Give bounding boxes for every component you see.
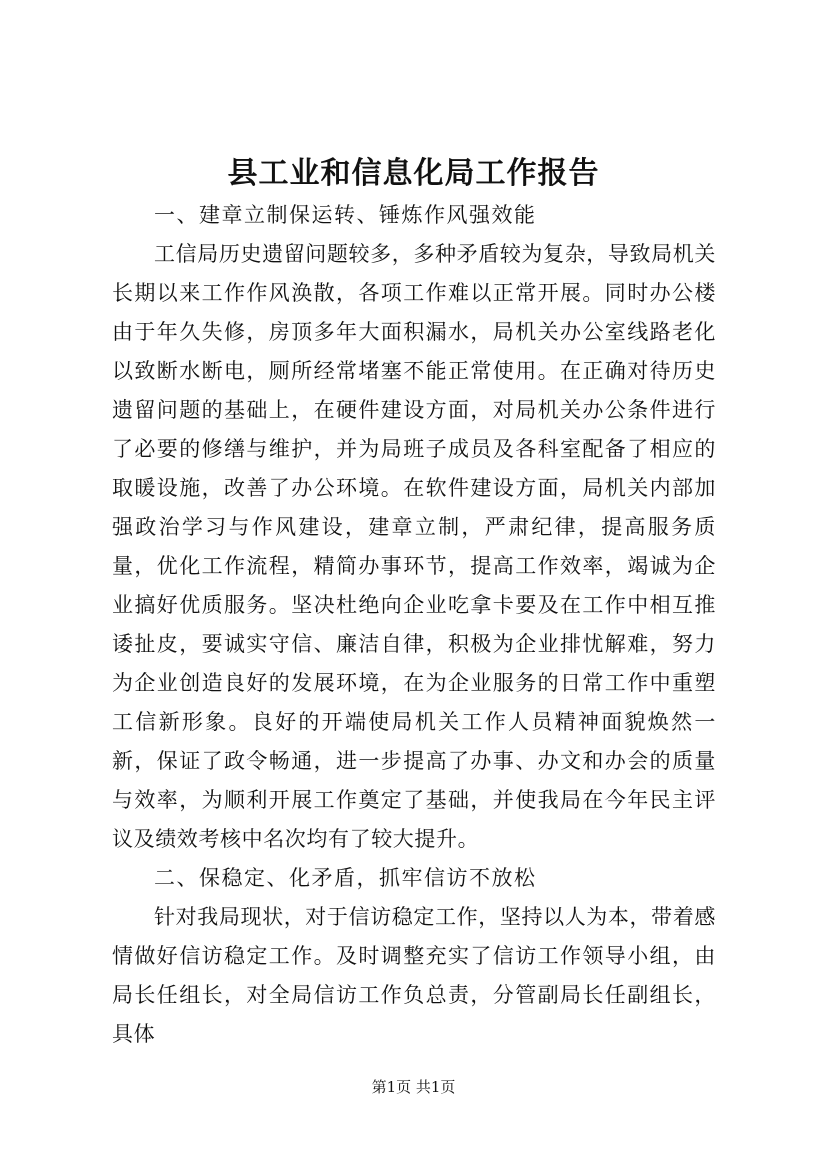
page-footer: 第1页 共1页	[371, 1078, 456, 1096]
document-body	[112, 196, 716, 1054]
body-paragraph-1: 工信局历史遗留问题较多，多种矛盾较为复杂，导致局机关长期以来工作作风涣散，各项工作难以正常开展。同时办公楼由于年久失修，房顶多年大面积漏水，局机关办公室线路老化以致断水断电，厕所经常堵塞不能正常使用。在正确对待历史遗留问题的基础上，在硬件建设方面，对局机关办公条件进行了必要的修缮与维护，并为局班子成员及各科室配备了相应的取暖设施，改善了办公环境。在软件建设方面，局机关内部加强政治学习与作风建设，建章立制，严肃纪律，提高服务质量，优化工作流程，精简办事环节，提高工作效率，竭诚为企业搞好优质服务。坚决杜绝向企业吃拿卡要及在工作中相互推诿扯皮，要诚实守信、廉洁自律，积极为企业排忧解难，努力为企业创造良好的发展环境，在为企业服务的日常工作中重塑工信新形象。良好的开端使局机关工作人员精神面貌焕然一新，保证了政令畅通，进一步提高了办事、办文和办会的质量与效率，为顺利开展工作奠定了基础，并使我局在今年民主评议及绩效考核中名次均有了较大提升。	[112, 242, 716, 851]
section-heading-1: 一、建章立制保运转、锤炼作风强效能	[154, 203, 537, 227]
document-title: 县工业和信息化局工作报告	[227, 156, 600, 191]
section-heading-2: 二、保稳定、化矛盾，抓牢信访不放松	[154, 866, 537, 890]
body-paragraph-2: 针对我局现状，对于信访稳定工作，坚持以人为本，带着感情做好信访稳定工作。及时调整充实了信访工作领导小组，由局长任组长，对全局信访工作负总责，分管副局长任副组长，具体	[112, 905, 716, 1046]
